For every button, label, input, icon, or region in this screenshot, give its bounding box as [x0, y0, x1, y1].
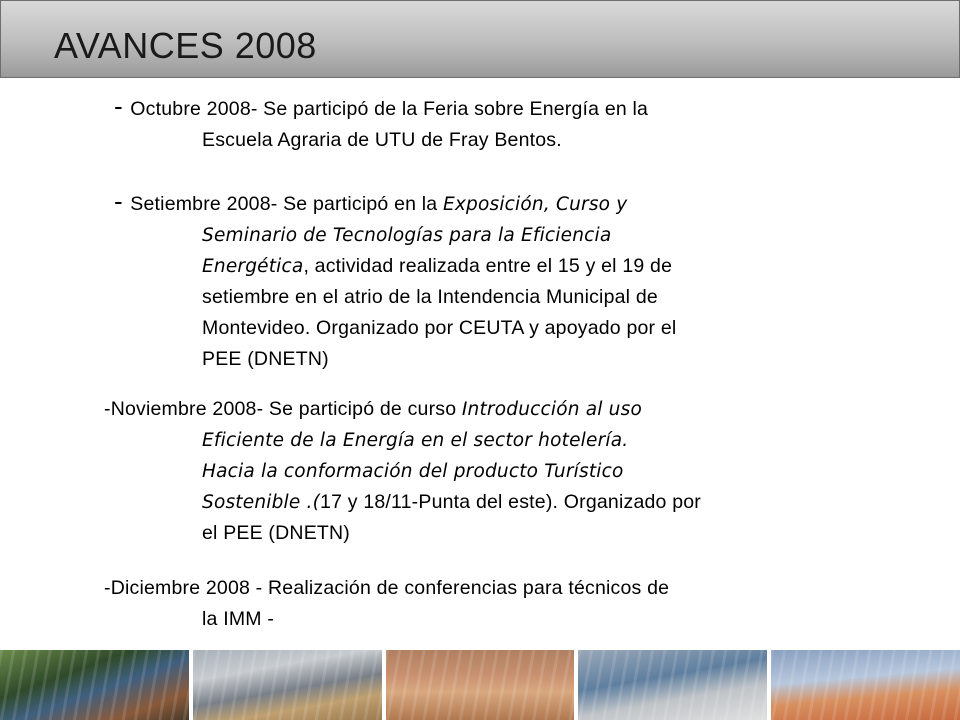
item-setiembre-italic-1: Exposición, Curso y — [442, 194, 628, 215]
item-noviembre-italic-2: Eficiente de la Energía en el sector hotelería. — [202, 430, 629, 451]
item-setiembre-line-1: Setiembre 2008- Se participó en la — [130, 193, 443, 215]
item-octubre-line-2: Escuela Agraria de UTU de Fray Bentos. — [202, 129, 562, 151]
title-bar — [0, 0, 960, 78]
item-octubre-line-1: Octubre 2008- Se participó de la Feria sobre Energía en la — [130, 98, 649, 120]
item-noviembre-line-5: el PEE (DNETN) — [202, 522, 350, 544]
item-octubre — [114, 91, 648, 156]
slide-title: AVANCES 2008 — [54, 25, 317, 66]
item-noviembre-italic-3: Hacia la conformación del producto Turístico — [202, 461, 624, 482]
solar-panel-tile-roof-image — [386, 650, 575, 720]
item-noviembre-italic-1: Introducción al uso — [461, 399, 642, 420]
item-diciembre — [104, 573, 669, 635]
item-setiembre-line-4: setiembre en el atrio de la Intendencia Municipal de — [202, 286, 658, 308]
item-noviembre-line-4: 17 y 18/11-Punta del este). Organizado por — [320, 491, 701, 513]
item-diciembre-line-1: -Diciembre 2008 - Realización de conferencias para técnicos de — [104, 577, 670, 599]
bullet-dash: - — [114, 91, 131, 121]
solar-tube-collector-image — [193, 650, 382, 720]
item-setiembre-italic-2: Seminario de Tecnologías para la Eficiencia — [202, 225, 612, 246]
item-setiembre-line-6: PEE (DNETN) — [202, 348, 329, 370]
bullet-dash: - — [114, 186, 131, 216]
item-diciembre-line-2: la IMM - — [202, 608, 275, 630]
item-setiembre — [114, 186, 676, 375]
item-noviembre-line-1: -Noviembre 2008- Se participó de curso — [104, 398, 462, 420]
solar-roof-house-image — [0, 650, 189, 720]
item-noviembre-italic-4: Sostenible .( — [202, 492, 321, 513]
solar-photo-strip — [0, 650, 960, 720]
item-setiembre-line-3: , actividad realizada entre el 15 y el 19 de — [303, 255, 673, 277]
item-setiembre-line-5: Montevideo. Organizado por CEUTA y apoyado por el — [202, 317, 677, 339]
item-noviembre — [104, 394, 701, 549]
item-setiembre-italic-3: Energética — [202, 256, 304, 277]
solar-panel-array-image — [578, 650, 767, 720]
solar-panel-red-tiles-image — [771, 650, 960, 720]
